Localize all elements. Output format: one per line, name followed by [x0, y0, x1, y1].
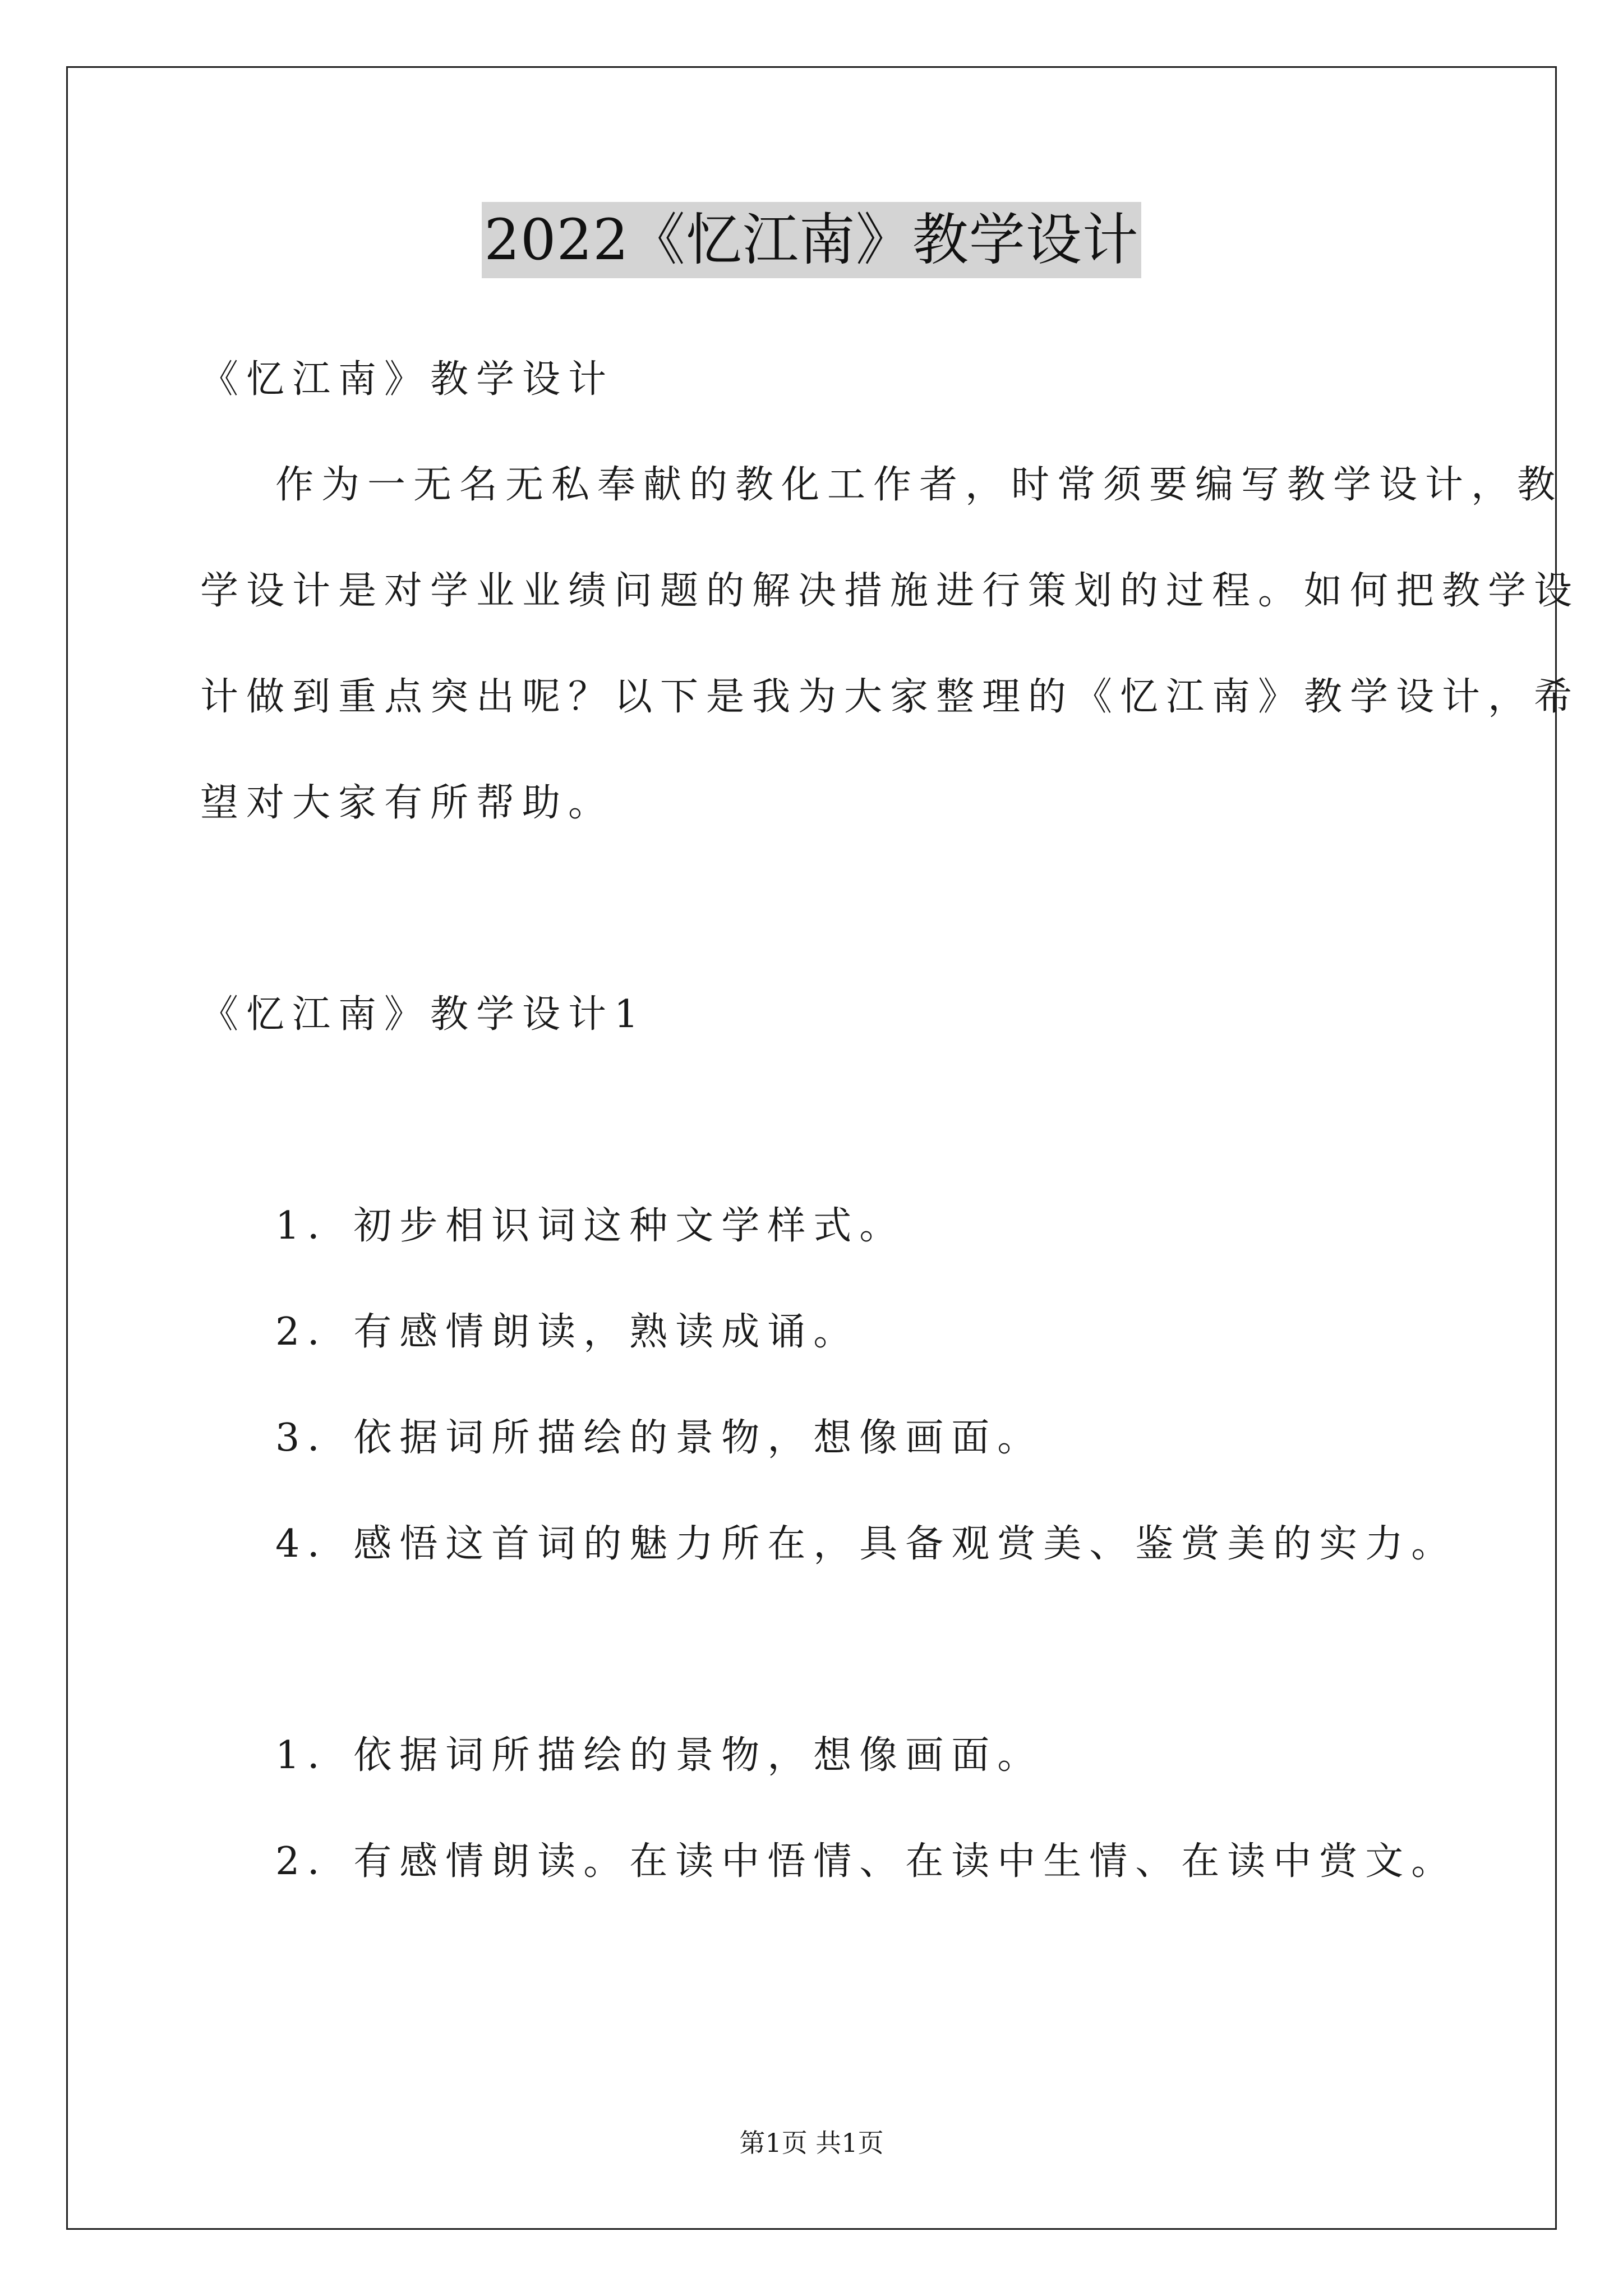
intro-line-4: 望对大家有所帮助。	[200, 781, 615, 825]
document-subtitle: 《忆江南》教学设计	[200, 357, 615, 402]
objective-item-2: 2．有感情朗读，熟读成诵。	[275, 1310, 860, 1354]
document-title: 2022《忆江南》教学设计	[482, 202, 1141, 278]
objective-item-1: 1．初步相识词这种文学样式。	[275, 1204, 906, 1248]
intro-line-1: 作为一无名无私奉献的教化工作者，时常须要编写教学设计，教	[275, 463, 1564, 507]
objective-item-4: 4．感悟这首词的魅力所在，具备观赏美、鉴赏美的实力。	[275, 1522, 1458, 1566]
key-point-item-1: 1．依据词所描绘的景物，想像画面。	[275, 1733, 1044, 1778]
intro-line-2: 学设计是对学业业绩问题的解决措施进行策划的过程。如何把教学设	[200, 569, 1580, 613]
page-footer: 第1页 共1页	[739, 2128, 884, 2158]
title-container	[0, 202, 1623, 278]
intro-line-3: 计做到重点突出呢？以下是我为大家整理的《忆江南》教学设计，希	[200, 675, 1580, 719]
section-heading: 《忆江南》教学设计1	[200, 992, 647, 1037]
objective-item-3: 3．依据词所描绘的景物，想像画面。	[275, 1416, 1044, 1460]
key-point-item-2: 2．有感情朗读。在读中悟情、在读中生情、在读中赏文。	[275, 1839, 1458, 1884]
